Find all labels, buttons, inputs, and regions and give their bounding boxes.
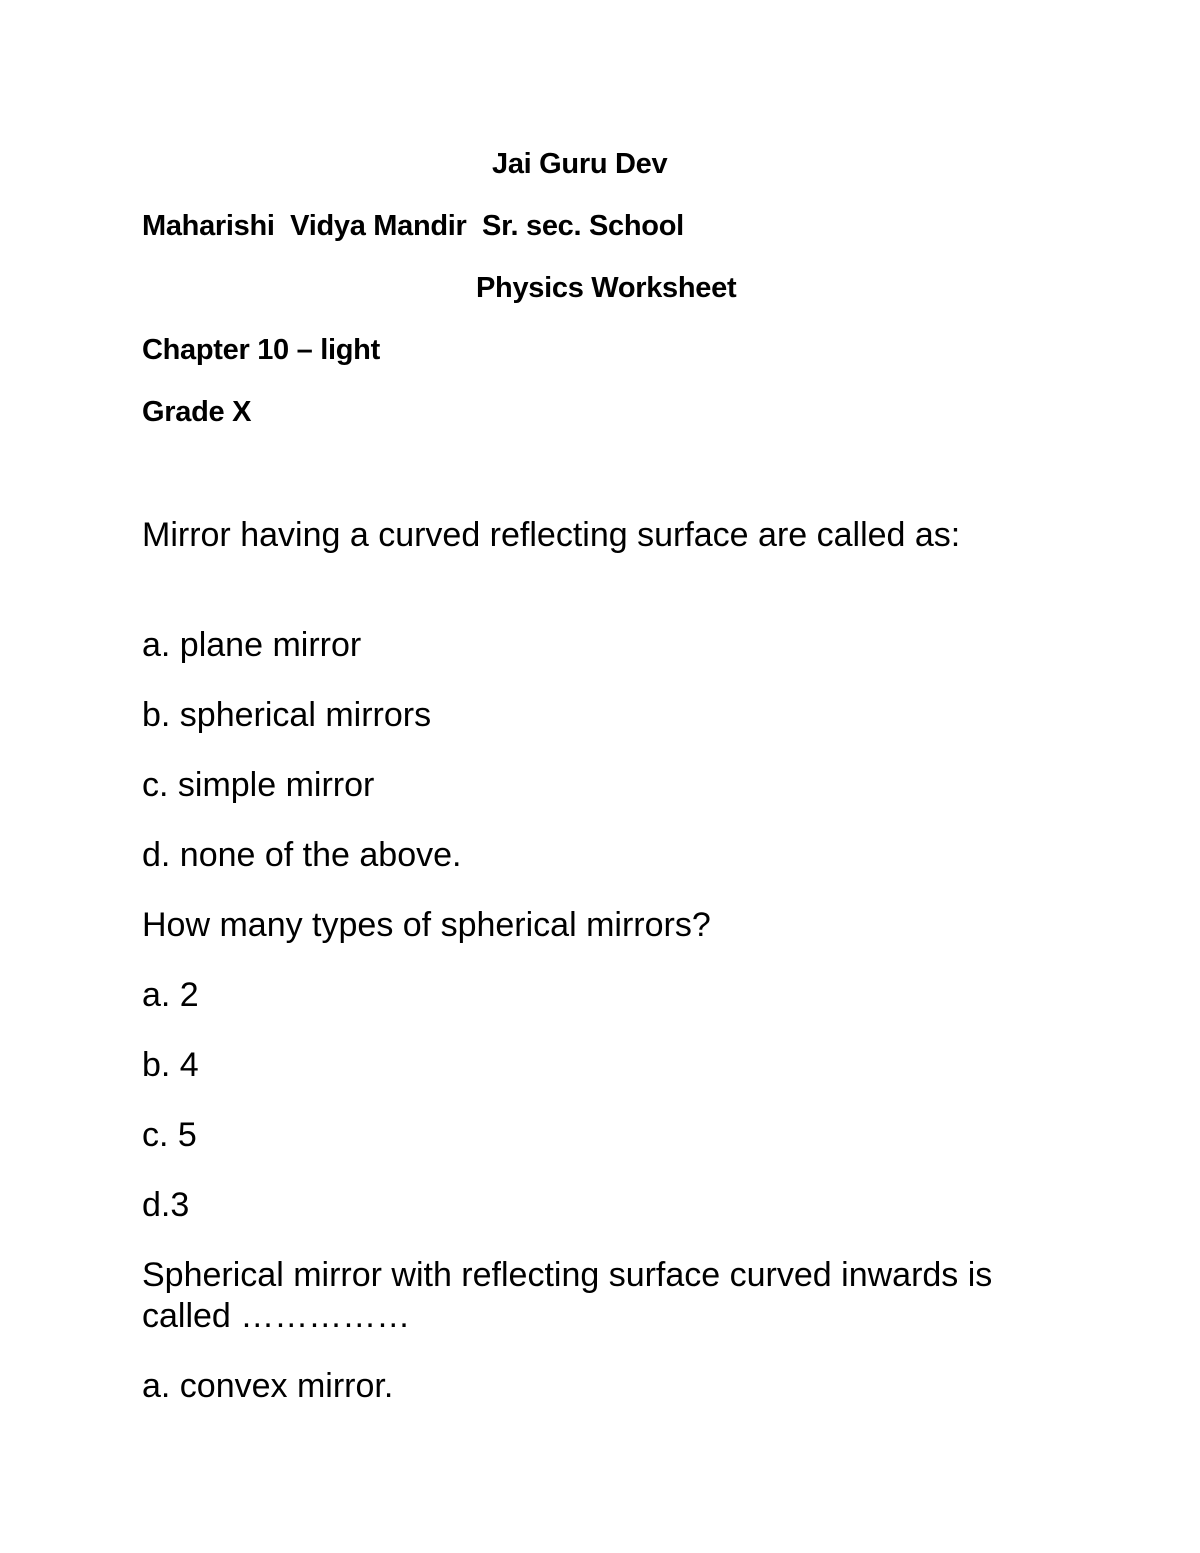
question-1-option-b: b. spherical mirrors [142, 696, 432, 734]
question-1-option-d: d. none of the above. [142, 836, 462, 874]
question-3-option-a: a. convex mirror. [142, 1367, 394, 1405]
question-1-option-c: c. simple mirror [142, 766, 375, 804]
worksheet-title: Physics Worksheet [476, 272, 737, 304]
question-1-text: Mirror having a curved reflecting surface are called as: [142, 516, 961, 554]
question-2-option-b: b. 4 [142, 1046, 199, 1084]
question-2-option-d: d.3 [142, 1186, 190, 1224]
chapter-title: Chapter 10 – light [142, 334, 380, 366]
question-3-text: Spherical mirror with reflecting surface curved inwards is called …………… [142, 1256, 993, 1335]
question-2-option-c: c. 5 [142, 1116, 197, 1154]
grade-label: Grade X [142, 396, 252, 428]
question-2-text: How many types of spherical mirrors? [142, 906, 711, 944]
motto: Jai Guru Dev [492, 148, 668, 180]
school-name: Maharishi Vidya Mandir Sr. sec. School [142, 210, 684, 242]
question-2-option-a: a. 2 [142, 976, 199, 1014]
question-1-option-a: a. plane mirror [142, 626, 362, 664]
